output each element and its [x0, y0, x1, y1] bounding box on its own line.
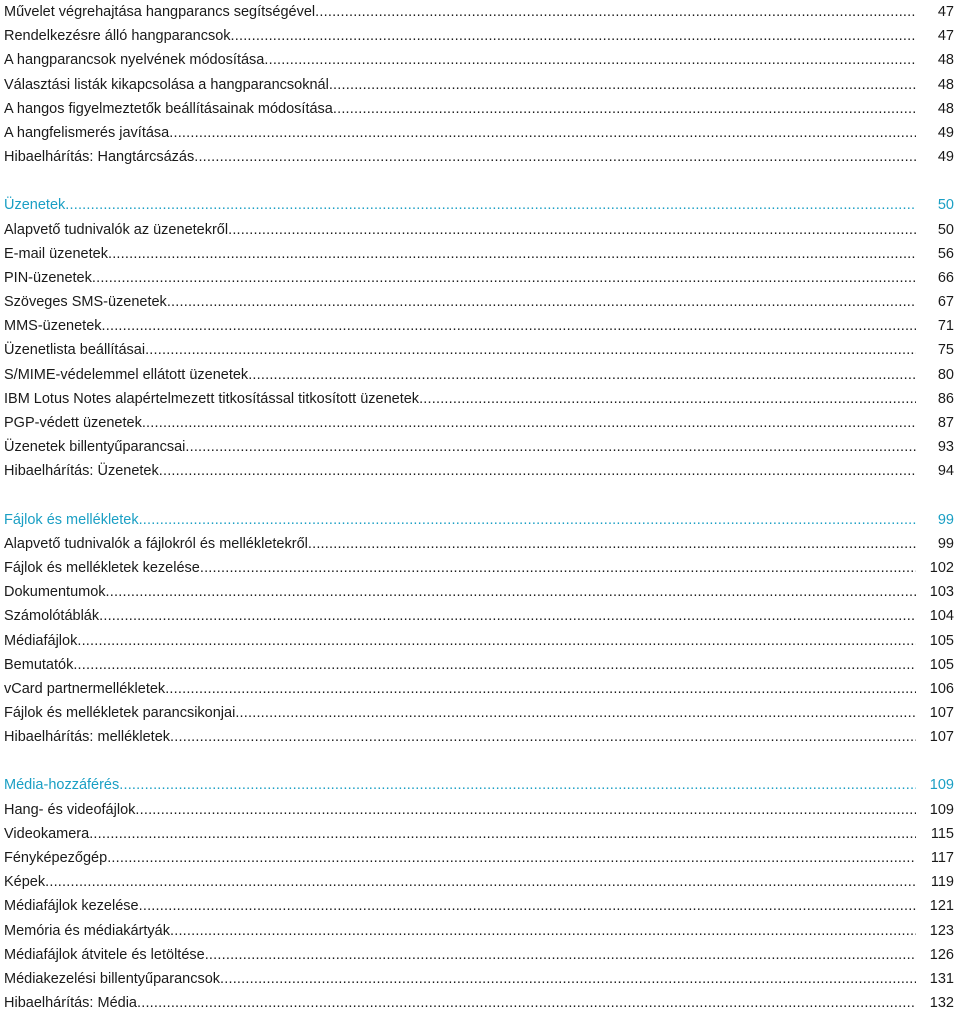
toc-entry[interactable]: [4, 870, 954, 894]
dot-leader: [45, 870, 916, 894]
toc-entry[interactable]: [4, 629, 954, 653]
entry-page-number: 106: [929, 680, 954, 697]
entry-title: Médiafájlok: [4, 632, 78, 649]
entry-page-number: 67: [937, 294, 954, 311]
dot-leader: [165, 677, 916, 701]
entry-page-number: 104: [929, 608, 954, 625]
heading-title: Üzenetek: [4, 197, 66, 214]
toc-entry[interactable]: [4, 894, 954, 918]
toc-section: [4, 773, 954, 1015]
dot-leader: [159, 459, 916, 483]
toc-section-heading[interactable]: [4, 193, 954, 217]
dot-leader: [315, 0, 916, 24]
dot-leader: [231, 24, 916, 48]
heading-page-number: 50: [937, 197, 954, 214]
entry-page-number: 109: [929, 801, 954, 818]
dot-leader: [99, 604, 916, 628]
entry-page-number: 126: [929, 946, 954, 963]
entry-title: E-mail üzenetek: [4, 245, 108, 262]
toc-section-heading[interactable]: [4, 508, 954, 532]
toc-entry[interactable]: [4, 580, 954, 604]
entry-title: vCard partnermellékletek: [4, 680, 166, 697]
toc-entry[interactable]: [4, 97, 954, 121]
toc-entry[interactable]: [4, 459, 954, 483]
dot-leader: [89, 822, 916, 846]
toc-section: [4, 0, 954, 169]
dot-leader: [419, 387, 916, 411]
entry-title: Médiakezelési billentyűparancsok: [4, 970, 221, 987]
dot-leader: [73, 653, 915, 677]
entry-page-number: 107: [929, 705, 954, 722]
toc-entry[interactable]: [4, 48, 954, 72]
heading-title: Média-hozzáférés: [4, 777, 120, 794]
dot-leader: [145, 338, 916, 362]
entry-page-number: 105: [929, 632, 954, 649]
entry-page-number: 115: [930, 825, 954, 842]
entry-title: Fájlok és mellékletek parancsikonjai: [4, 705, 236, 722]
toc-entry[interactable]: [4, 701, 954, 725]
entry-title: Alapvető tudnivalók az üzenetekről: [4, 221, 229, 238]
section-gap: [4, 484, 954, 508]
entry-title: Médiafájlok kezelése: [4, 898, 139, 915]
entry-title: Választási listák kikapcsolása a hangparancsoknál: [4, 76, 329, 93]
dot-leader: [170, 919, 916, 943]
entry-page-number: 99: [937, 535, 954, 552]
entry-page-number: 49: [937, 149, 954, 166]
table-of-contents: [4, 0, 954, 1015]
toc-entry[interactable]: [4, 653, 954, 677]
toc-entry[interactable]: [4, 532, 954, 556]
entry-title: Videokamera: [4, 825, 90, 842]
entry-title: Hibaelhárítás: Üzenetek: [4, 463, 159, 480]
dot-leader: [139, 894, 916, 918]
entry-title: Memória és médiakártyák: [4, 922, 170, 939]
entry-title: A hangparancsok nyelvének módosítása: [4, 52, 265, 69]
dot-leader: [329, 73, 916, 97]
entry-page-number: 47: [937, 28, 954, 45]
entry-page-number: 119: [930, 874, 954, 891]
dot-leader: [167, 290, 916, 314]
dot-leader: [106, 580, 916, 604]
toc-entry[interactable]: [4, 604, 954, 628]
dot-leader: [333, 97, 916, 121]
section-gap: [4, 169, 954, 193]
entry-page-number: 47: [937, 4, 954, 20]
toc-entry[interactable]: [4, 73, 954, 97]
dot-leader: [119, 773, 916, 797]
toc-entry[interactable]: [4, 266, 954, 290]
entry-title: Hibaelhárítás: Hangtárcsázás: [4, 149, 195, 166]
entry-title: Üzenetek billentyűparancsai: [4, 439, 186, 456]
toc-entry[interactable]: [4, 218, 954, 242]
entry-page-number: 94: [937, 463, 954, 480]
entry-title: Hang- és videofájlok: [4, 801, 136, 818]
toc-entry[interactable]: [4, 967, 954, 991]
toc-entry[interactable]: [4, 363, 954, 387]
dot-leader: [170, 725, 916, 749]
heading-page-number: 109: [929, 777, 954, 794]
dot-leader: [169, 121, 916, 145]
entry-page-number: 103: [929, 584, 954, 601]
dot-leader: [235, 701, 915, 725]
entry-page-number: 117: [930, 850, 954, 866]
dot-leader: [205, 943, 916, 967]
entry-page-number: 75: [937, 342, 954, 359]
toc-entry[interactable]: [4, 556, 954, 580]
dot-leader: [228, 218, 916, 242]
entry-title: PGP-védett üzenetek: [4, 415, 142, 431]
dot-leader: [200, 556, 916, 580]
entry-title: Képek: [4, 874, 46, 891]
entry-title: Hibaelhárítás: Média: [4, 995, 137, 1012]
entry-page-number: 50: [937, 221, 954, 238]
dot-leader: [308, 532, 916, 556]
toc-entry[interactable]: [4, 822, 954, 846]
toc-section-heading[interactable]: [4, 773, 954, 797]
entry-page-number: 87: [937, 415, 954, 431]
entry-page-number: 107: [929, 729, 954, 746]
entry-title: Hibaelhárítás: mellékletek: [4, 729, 171, 746]
toc-entry[interactable]: [4, 338, 954, 362]
entry-page-number: 105: [929, 656, 954, 673]
entry-title: Számolótáblák: [4, 608, 100, 625]
entry-page-number: 121: [929, 898, 954, 915]
entry-page-number: 86: [937, 390, 954, 407]
entry-title: Rendelkezésre álló hangparancsok: [4, 28, 231, 45]
entry-title: Bemutatók: [4, 656, 74, 673]
entry-title: MMS-üzenetek: [4, 318, 102, 335]
toc-entry[interactable]: [4, 677, 954, 701]
entry-title: S/MIME-védelemmel ellátott üzenetek: [4, 366, 249, 383]
toc-entry[interactable]: [4, 943, 954, 967]
entry-title: Művelet végrehajtása hangparancs segítségével: [4, 4, 316, 20]
toc-section: [4, 508, 954, 750]
toc-entry[interactable]: [4, 242, 954, 266]
toc-entry[interactable]: [4, 121, 954, 145]
entry-page-number: 132: [929, 995, 954, 1012]
entry-page-number: 48: [937, 52, 954, 69]
toc-entry[interactable]: [4, 798, 954, 822]
dot-leader: [248, 363, 916, 387]
entry-page-number: 49: [937, 124, 954, 141]
dot-leader: [264, 48, 916, 72]
dot-leader: [102, 314, 916, 338]
entry-title: A hangfelismerés javítása: [4, 124, 170, 141]
entry-title: A hangos figyelmeztetők beállításainak módosítása: [4, 100, 333, 117]
entry-page-number: 56: [937, 245, 954, 262]
dot-leader: [108, 242, 916, 266]
entry-title: Dokumentumok: [4, 584, 106, 601]
toc-entry[interactable]: [4, 290, 954, 314]
dot-leader: [92, 266, 916, 290]
entry-title: Alapvető tudnivalók a fájlokról és mellékletekről: [4, 535, 308, 552]
toc-entry[interactable]: [4, 0, 954, 24]
entry-title: Fényképezőgép: [4, 850, 108, 866]
dot-leader: [107, 846, 916, 870]
toc-entry[interactable]: [4, 991, 954, 1015]
toc-entry[interactable]: [4, 435, 954, 459]
dot-leader: [185, 435, 916, 459]
heading-page-number: 99: [937, 511, 954, 528]
section-gap: [4, 749, 954, 773]
entry-page-number: 93: [937, 439, 954, 456]
dot-leader: [135, 798, 915, 822]
dot-leader: [220, 967, 916, 991]
entry-page-number: 80: [937, 366, 954, 383]
entry-title: Médiafájlok átvitele és letöltése: [4, 946, 205, 963]
entry-page-number: 66: [937, 269, 954, 286]
heading-title: Fájlok és mellékletek: [4, 511, 139, 528]
toc-entry[interactable]: [4, 725, 954, 749]
entry-page-number: 131: [929, 970, 954, 987]
dot-leader: [65, 193, 916, 217]
toc-section: [4, 193, 954, 483]
entry-title: Fájlok és mellékletek kezelése: [4, 559, 200, 576]
toc-entry[interactable]: [4, 411, 954, 435]
dot-leader: [142, 411, 916, 435]
toc-entry[interactable]: [4, 145, 954, 169]
toc-entry[interactable]: [4, 846, 954, 870]
entry-title: Szöveges SMS-üzenetek: [4, 294, 167, 311]
toc-entry[interactable]: [4, 24, 954, 48]
dot-leader: [137, 991, 916, 1015]
dot-leader: [77, 629, 915, 653]
toc-entry[interactable]: [4, 919, 954, 943]
entry-page-number: 48: [937, 76, 954, 93]
dot-leader: [139, 508, 916, 532]
entry-page-number: 123: [929, 922, 954, 939]
entry-title: PIN-üzenetek: [4, 269, 92, 286]
dot-leader: [194, 145, 916, 169]
entry-title: Üzenetlista beállításai: [4, 342, 146, 359]
entry-page-number: 71: [937, 318, 954, 335]
entry-page-number: 102: [929, 559, 954, 576]
toc-entry[interactable]: [4, 314, 954, 338]
entry-title: IBM Lotus Notes alapértelmezett titkosítással titkosított üzenetek: [4, 390, 420, 407]
toc-entry[interactable]: [4, 387, 954, 411]
entry-page-number: 48: [937, 100, 954, 117]
